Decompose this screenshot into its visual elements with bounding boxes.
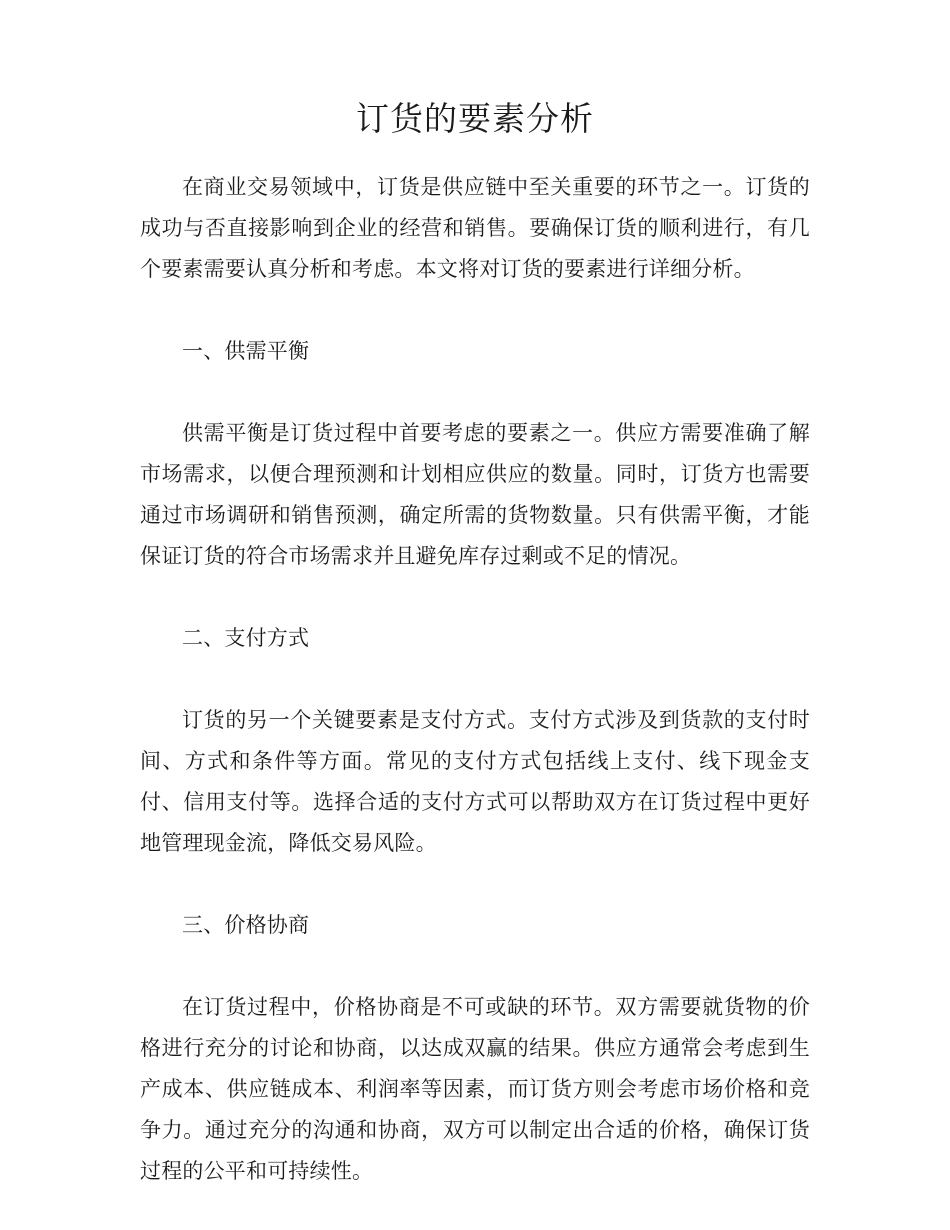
intro-paragraph: 在商业交易领域中，订货是供应链中至关重要的环节之一。订货的成功与否直接影响到企业的经营和销售。要确保订货的顺利进行，有几个要素需要认真分析和考虑。本文将对订货的要素进行详细分析。 bbox=[140, 175, 810, 281]
section-heading-price: 三、价格协商 bbox=[182, 913, 310, 937]
section-heading-supply-demand: 一、供需平衡 bbox=[182, 339, 310, 363]
paragraph-spacer bbox=[140, 659, 810, 700]
document-title: 订货的要素分析 bbox=[356, 99, 594, 138]
paragraph-spacer bbox=[140, 577, 810, 618]
section-body-payment: 订货的另一个关键要素是支付方式。支付方式涉及到货款的支付时间、方式和条件等方面。常见的支付方式包括线上支付、线下现金支付、信用支付等。选择合适的支付方式可以帮助双方在订货过程中更好地管理现金流，降低交易风险。 bbox=[140, 708, 810, 855]
paragraph-spacer bbox=[140, 946, 810, 987]
section-body-supply-demand: 供需平衡是订货过程中首要考虑的要素之一。供应方需要准确了解市场需求，以便合理预测和计划相应供应的数量。同时，订货方也需要通过市场调研和销售预测，确定所需的货物数量。只有供需平衡，才能保证订货的符合市场需求并且避免库存过剩或不足的情况。 bbox=[140, 421, 810, 568]
section-heading-payment: 二、支付方式 bbox=[182, 626, 310, 650]
paragraph-spacer bbox=[140, 290, 810, 331]
paragraph-spacer bbox=[140, 372, 810, 413]
paragraph-spacer bbox=[140, 864, 810, 905]
document-body bbox=[140, 167, 810, 1192]
section-body-price: 在订货过程中，价格协商是不可或缺的环节。双方需要就货物的价格进行充分的讨论和协商，以达成双赢的结果。供应方通常会考虑到生产成本、供应链成本、利润率等因素，而订货方则会考虑市场价格和竞争力。通过充分的沟通和协商，双方可以制定出合适的价格，确保订货过程的公平和可持续性。 bbox=[140, 995, 810, 1183]
